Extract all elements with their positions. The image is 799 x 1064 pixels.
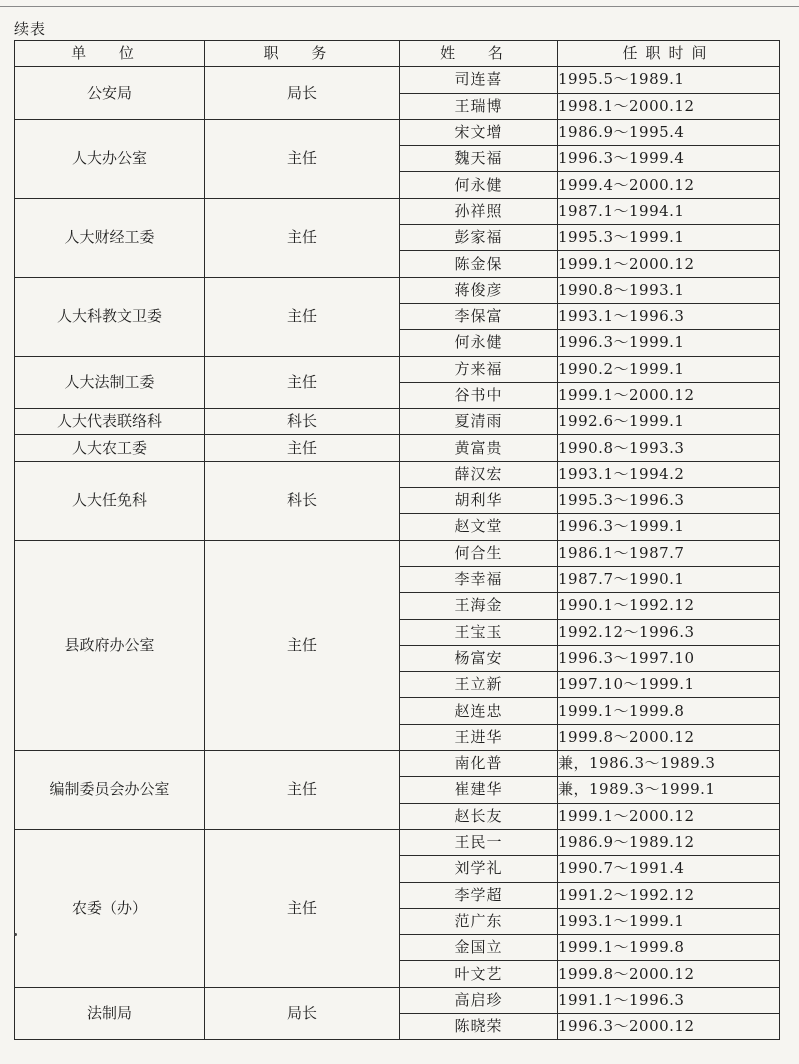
name-cell: 李幸福: [400, 566, 558, 592]
unit-cell: 人大法制工委: [15, 356, 205, 409]
name-cell: 王进华: [400, 724, 558, 750]
name-cell: 何合生: [400, 540, 558, 566]
tenure-cell: 1992.12～1996.3: [558, 619, 780, 645]
tenure-cell: 1998.1～2000.12: [558, 93, 780, 119]
tenure-cell: 1999.1～2000.12: [558, 803, 780, 829]
header-unit: 单 位: [15, 41, 205, 67]
table-row: [15, 987, 780, 1013]
table-row: [15, 67, 780, 93]
name-cell: 南化普: [400, 751, 558, 777]
name-cell: 孙祥照: [400, 198, 558, 224]
header-name: 姓 名: [400, 41, 558, 67]
tenure-cell: 1999.1～2000.12: [558, 382, 780, 408]
unit-cell: 人大农工委: [15, 435, 205, 461]
margin-dot: [14, 933, 17, 936]
title-cell: 主任: [205, 119, 400, 198]
table-row: [15, 829, 780, 855]
unit-cell: 公安局: [15, 67, 205, 120]
tenure-cell: 1990.1～1992.12: [558, 593, 780, 619]
header-tenure: 任职时间: [558, 41, 780, 67]
name-cell: 金国立: [400, 935, 558, 961]
table-row: [15, 751, 780, 777]
unit-cell: 人大科教文卫委: [15, 277, 205, 356]
name-cell: 王瑞博: [400, 93, 558, 119]
table-row: [15, 119, 780, 145]
name-cell: 夏清雨: [400, 409, 558, 435]
tenure-cell: 1990.8～1993.1: [558, 277, 780, 303]
name-cell: 崔建华: [400, 777, 558, 803]
name-cell: 胡利华: [400, 488, 558, 514]
tenure-cell: 1990.8～1993.3: [558, 435, 780, 461]
name-cell: 司连喜: [400, 67, 558, 93]
tenure-cell: 1997.10～1999.1: [558, 672, 780, 698]
name-cell: 何永健: [400, 172, 558, 198]
tenure-cell: 1999.1～1999.8: [558, 935, 780, 961]
name-cell: 王立新: [400, 672, 558, 698]
tenure-cell: 1990.7～1991.4: [558, 856, 780, 882]
tenure-cell: 1999.8～2000.12: [558, 961, 780, 987]
tenure-cell: 1992.6～1999.1: [558, 409, 780, 435]
name-cell: 薛汉宏: [400, 461, 558, 487]
tenure-cell: 1990.2～1999.1: [558, 356, 780, 382]
officials-table: [14, 40, 780, 1040]
title-cell: 主任: [205, 829, 400, 987]
table-body: [15, 67, 780, 1040]
top-rule: [0, 6, 799, 7]
tenure-cell: 1991.2～1992.12: [558, 882, 780, 908]
name-cell: 何永健: [400, 330, 558, 356]
title-cell: 主任: [205, 198, 400, 277]
name-cell: 蒋俊彦: [400, 277, 558, 303]
tenure-cell: 1996.3～2000.12: [558, 1013, 780, 1039]
table-row: [15, 461, 780, 487]
table-row: [15, 540, 780, 566]
name-cell: 杨富安: [400, 645, 558, 671]
table-row: [15, 435, 780, 461]
name-cell: 赵连忠: [400, 698, 558, 724]
name-cell: 王海金: [400, 593, 558, 619]
tenure-cell: 1995.3～1999.1: [558, 225, 780, 251]
tenure-cell: 兼，1986.3～1989.3: [558, 751, 780, 777]
name-cell: 李学超: [400, 882, 558, 908]
unit-cell: 法制局: [15, 987, 205, 1040]
tenure-cell: 1999.1～1999.8: [558, 698, 780, 724]
name-cell: 李保富: [400, 303, 558, 329]
name-cell: 陈金保: [400, 251, 558, 277]
title-cell: 局长: [205, 67, 400, 120]
tenure-cell: 1996.3～1997.10: [558, 645, 780, 671]
tenure-cell: 1999.1～2000.12: [558, 251, 780, 277]
name-cell: 魏天福: [400, 146, 558, 172]
tenure-cell: 1986.1～1987.7: [558, 540, 780, 566]
name-cell: 刘学礼: [400, 856, 558, 882]
title-cell: 主任: [205, 540, 400, 750]
name-cell: 王民一: [400, 829, 558, 855]
name-cell: 范广东: [400, 908, 558, 934]
tenure-cell: 1993.1～1994.2: [558, 461, 780, 487]
tenure-cell: 1987.1～1994.1: [558, 198, 780, 224]
tenure-cell: 1996.3～1999.4: [558, 146, 780, 172]
name-cell: 方来福: [400, 356, 558, 382]
name-cell: 赵文堂: [400, 514, 558, 540]
title-cell: 主任: [205, 751, 400, 830]
table-row: [15, 277, 780, 303]
table-row: [15, 198, 780, 224]
title-cell: 科长: [205, 409, 400, 435]
tenure-cell: 1986.9～1995.4: [558, 119, 780, 145]
header-row: [15, 41, 780, 67]
name-cell: 宋文增: [400, 119, 558, 145]
title-cell: 主任: [205, 277, 400, 356]
tenure-cell: 1986.9～1989.12: [558, 829, 780, 855]
title-cell: 主任: [205, 435, 400, 461]
tenure-cell: 兼，1989.3～1999.1: [558, 777, 780, 803]
tenure-cell: 1995.3～1996.3: [558, 488, 780, 514]
name-cell: 叶文艺: [400, 961, 558, 987]
unit-cell: 人大任免科: [15, 461, 205, 540]
unit-cell: 农委（办）: [15, 829, 205, 987]
tenure-cell: 1999.4～2000.12: [558, 172, 780, 198]
unit-cell: 县政府办公室: [15, 540, 205, 750]
unit-cell: 人大代表联络科: [15, 409, 205, 435]
name-cell: 赵长友: [400, 803, 558, 829]
name-cell: 王宝玉: [400, 619, 558, 645]
title-cell: 科长: [205, 461, 400, 540]
name-cell: 谷书中: [400, 382, 558, 408]
tenure-cell: 1999.8～2000.12: [558, 724, 780, 750]
name-cell: 黄富贵: [400, 435, 558, 461]
tenure-cell: 1991.1～1996.3: [558, 987, 780, 1013]
title-cell: 局长: [205, 987, 400, 1040]
unit-cell: 人大办公室: [15, 119, 205, 198]
tenure-cell: 1987.7～1990.1: [558, 566, 780, 592]
header-title: 职 务: [205, 41, 400, 67]
tenure-cell: 1993.1～1999.1: [558, 908, 780, 934]
tenure-cell: 1993.1～1996.3: [558, 303, 780, 329]
tenure-cell: 1995.5～1989.1: [558, 67, 780, 93]
unit-cell: 人大财经工委: [15, 198, 205, 277]
tenure-cell: 1996.3～1999.1: [558, 514, 780, 540]
tenure-cell: 1996.3～1999.1: [558, 330, 780, 356]
name-cell: 彭家福: [400, 225, 558, 251]
title-cell: 主任: [205, 356, 400, 409]
table-caption: 续表: [14, 20, 47, 38]
table-row: [15, 409, 780, 435]
name-cell: 陈晓荣: [400, 1013, 558, 1039]
unit-cell: 编制委员会办公室: [15, 751, 205, 830]
table-row: [15, 356, 780, 382]
name-cell: 高启珍: [400, 987, 558, 1013]
